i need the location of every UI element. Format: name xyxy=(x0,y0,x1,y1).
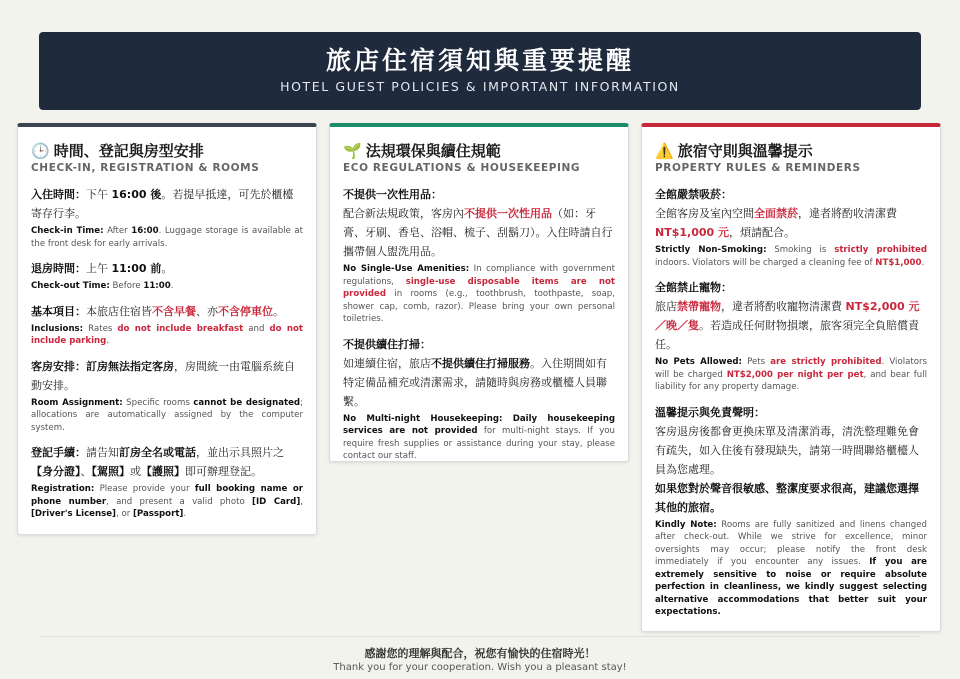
card-subtitle: ECO REGULATIONS & HOUSEKEEPING xyxy=(343,162,581,174)
section-text-zh xyxy=(31,302,303,321)
body-text: . Violators will be charged xyxy=(655,357,927,380)
bold-text: Inclusions: xyxy=(31,323,84,334)
body-text: in rooms (e.g., toothbrush, toothpaste, soap, shower cap, comb, razor). Please bring your own personal toiletries. xyxy=(343,289,615,324)
bold-text: If you are extremely sensitive to noise or require absolute perfection in cleanliness, we kindly suggest selecting alternative accommodations that better suit your expectations. xyxy=(655,557,927,617)
policy-section xyxy=(31,259,303,293)
body-text: ，房間統一由電腦系統自動安排。 xyxy=(31,359,295,392)
card-header xyxy=(343,141,615,161)
bold-text: 訂房無法指定客房 xyxy=(86,359,174,373)
body-text: （如：牙膏、牙刷、香皂、浴帽、梳子、刮鬍刀）。入住時請自行攜帶個人盥洗用品。 xyxy=(343,207,613,258)
card-body xyxy=(655,185,927,619)
card-title: 法規環保與續住規範 xyxy=(365,142,501,160)
bold-text: 基本項目： xyxy=(31,304,86,318)
body-text: Please provide your xyxy=(94,484,195,494)
body-text: , xyxy=(300,496,303,507)
policy-section xyxy=(31,185,303,250)
body-text: Rooms are fully sanitized and linens changed after check-out. While we strive for excellence, minor oversights may occur; please notify the front desk immediately if you encounter any issues. xyxy=(655,519,927,567)
section-text-zh xyxy=(31,357,303,395)
card-eco xyxy=(329,123,629,462)
body-text: 。若提早抵達，可先於櫃檯寄存行李。 xyxy=(31,188,294,220)
section-text-zh xyxy=(31,259,303,278)
body-text: , and present a valid photo xyxy=(106,496,253,507)
section-text-en xyxy=(31,397,303,435)
section-text-en xyxy=(31,225,303,250)
bold-text: [Passport] xyxy=(133,509,184,519)
card-title: 旅宿守則與溫馨提示 xyxy=(677,142,813,160)
body-text: . xyxy=(106,336,110,346)
section-text-en xyxy=(343,263,615,326)
highlight-text: NT$1,000 元 xyxy=(655,226,729,239)
bold-text: Room Assignment: xyxy=(31,397,123,408)
section-text-en xyxy=(31,483,303,521)
body-text: ，違者將酌收清潔費 xyxy=(798,207,897,220)
card-header xyxy=(31,141,303,161)
section-heading: 溫馨提示與免責聲明： xyxy=(655,405,765,419)
section-text-en xyxy=(655,356,927,394)
header-banner xyxy=(39,32,921,110)
body-text: 配合新法規政策，客房內 xyxy=(343,207,464,220)
body-text: ，煩請配合。 xyxy=(729,226,795,239)
section-note-zh xyxy=(655,479,927,517)
section-text-zh xyxy=(343,354,615,411)
bold-text: 訂房全名或電話 xyxy=(119,446,196,459)
bold-text: [Driver's License] xyxy=(31,509,116,519)
section-text-en xyxy=(31,280,303,293)
card-checkin xyxy=(17,123,317,535)
page-subtitle: HOTEL GUEST POLICIES & IMPORTANT INFORMATION xyxy=(280,79,680,94)
bold-text: cannot be designated xyxy=(193,397,301,408)
card-body xyxy=(343,185,615,463)
body-text: 。若造成任何財物損壞，旅客須完全負賠償責任。 xyxy=(655,319,919,351)
section-heading: 不提供一次性用品： xyxy=(343,188,442,201)
bold-text: 【身分證】 xyxy=(31,465,81,478)
highlight-text: 不含早餐 xyxy=(152,304,196,318)
bold-text: 退房時間： xyxy=(31,262,86,275)
body-text: ，並出示具照片之 xyxy=(196,446,284,459)
body-text: 上午 xyxy=(86,262,112,275)
body-text: . Luggage storage is available at the front desk for early arrivals. xyxy=(31,226,304,249)
highlight-text: 不提供一次性用品 xyxy=(464,207,552,220)
section-text-en xyxy=(31,323,303,348)
policy-section xyxy=(655,278,927,394)
policy-section xyxy=(31,443,303,521)
section-text-zh xyxy=(655,422,927,479)
body-text: In compliance with government regulations, xyxy=(343,264,615,287)
body-text: Rates xyxy=(83,323,118,334)
body-text: After xyxy=(103,226,132,236)
bold-text: 16:00 後 xyxy=(111,188,162,201)
highlight-text: do not include parking xyxy=(31,323,303,346)
section-text-en xyxy=(655,519,927,619)
body-text: Pets xyxy=(741,357,771,367)
highlight-text: 不含停車位 xyxy=(218,304,273,318)
body-text: indoors. Violators will be charged a cleaning fee of xyxy=(655,257,876,268)
policy-section xyxy=(343,185,615,326)
body-text: 本旅店住宿皆 xyxy=(86,304,152,318)
body-text: Before xyxy=(109,281,144,291)
policy-section xyxy=(655,403,927,619)
body-text: 。入住期間如有特定備品補充或清潔需求，請隨時與房務或櫃檯人員聯繫。 xyxy=(343,356,607,408)
footer-thanks-zh: 感謝您的理解與配合，祝您有愉快的住宿時光！ xyxy=(364,647,596,660)
card-subtitle: PROPERTY RULES & REMINDERS xyxy=(655,162,861,174)
bold-text: 登記手續： xyxy=(31,446,86,459)
bold-text: 【護照】 xyxy=(141,465,185,478)
seedling-icon: 🌱 xyxy=(343,142,362,160)
body-text: . xyxy=(183,509,187,519)
highlight-text: 禁帶寵物 xyxy=(677,300,721,313)
body-text: . xyxy=(170,281,174,291)
bold-text: Check-in Time: xyxy=(31,226,104,236)
body-text: , and bear full liability for any property damage. xyxy=(655,369,927,392)
policy-section xyxy=(655,185,927,269)
bold-text: 【駕照】 xyxy=(91,465,130,478)
highlight-text: NT$2,000 per night per pet xyxy=(726,369,864,380)
body-text: 下午 xyxy=(86,188,112,201)
page-title: 旅店住宿須知與重要提醒 xyxy=(325,46,634,75)
body-text: 。 xyxy=(273,304,284,318)
footer-thanks-en: Thank you for your cooperation. Wish you a pleasant stay! xyxy=(333,662,627,673)
policy-section xyxy=(31,357,303,435)
body-text: 客房退房後都會更換床單及清潔消毒，清洗整理難免會有疏失，如入住後有發現缺失，請第一時間聯絡櫃檯人員為您處理。 xyxy=(655,424,919,476)
highlight-text: NT$2,000 元／晚／隻 xyxy=(655,300,920,332)
highlight-text: strictly prohibited xyxy=(834,245,927,255)
highlight-text: are strictly prohibited xyxy=(770,357,882,367)
body-text: 即可辦理登記。 xyxy=(185,465,262,478)
body-text: 請告知 xyxy=(86,446,119,459)
body-text: ，違者將酌收寵物清潔費 xyxy=(721,300,846,313)
section-text-zh xyxy=(343,204,615,261)
body-text: . xyxy=(921,257,925,268)
warning-icon: ⚠️ xyxy=(655,142,674,160)
section-text-zh xyxy=(31,443,303,481)
bold-text: Kindly Note: xyxy=(655,519,717,530)
bold-text: 客房安排： xyxy=(31,359,86,373)
bold-text: 不提供續住打掃服務 xyxy=(431,356,530,370)
body-text: Smoking is xyxy=(766,245,835,255)
highlight-text: do not include breakfast xyxy=(117,323,244,334)
highlight-text: NT$1,000 xyxy=(875,257,922,268)
body-text: Specific rooms xyxy=(122,397,194,408)
body-text: 或 xyxy=(130,465,141,478)
bold-text: 16:00 xyxy=(131,226,159,236)
body-text: 。 xyxy=(161,262,173,275)
bold-text: No Pets Allowed: xyxy=(655,357,742,367)
card-header xyxy=(655,141,927,161)
policy-section xyxy=(343,335,615,463)
card-title: 時間、登記與房型安排 xyxy=(53,142,204,160)
clock-icon: 🕒 xyxy=(31,142,50,160)
bold-text: 11:00 前 xyxy=(111,262,162,275)
bold-text: 如果您對於聲音很敏感、整潔度要求很高，建議您選擇其他的旅宿。 xyxy=(655,481,919,514)
footer-divider xyxy=(40,636,920,637)
bold-text: Registration: xyxy=(31,484,95,494)
section-text-en xyxy=(655,244,927,269)
bold-text: 入住時間： xyxy=(31,188,86,201)
section-heading: 不提供續住打掃： xyxy=(343,337,431,351)
body-text: for multi-night stays. If you require fresh supplies or assistance during your stay, please contact our staff. xyxy=(343,426,615,461)
bold-text: No Single-Use Amenities: xyxy=(343,264,470,274)
body-text: 、亦 xyxy=(196,304,218,318)
highlight-text: single-use disposable items are not provided xyxy=(343,276,615,299)
body-text: , or xyxy=(116,509,133,519)
body-text: 、 xyxy=(80,465,92,478)
section-text-en xyxy=(343,413,615,463)
section-text-zh xyxy=(655,297,927,354)
bold-text: Check-out Time: xyxy=(31,281,110,291)
section-text-zh xyxy=(31,185,303,223)
card-subtitle: CHECK-IN, REGISTRATION & ROOMS xyxy=(31,162,260,174)
body-text: 旅店 xyxy=(655,300,677,313)
section-text-zh xyxy=(655,204,927,242)
body-text: 如連續住宿，旅店 xyxy=(343,356,431,370)
highlight-text: 全面禁菸 xyxy=(754,207,798,220)
section-heading: 全館禁止寵物： xyxy=(655,281,732,294)
body-text: ; allocations are automatically assigned by the computer system. xyxy=(31,397,303,433)
bold-text: full booking name or phone number xyxy=(31,484,303,507)
card-body xyxy=(31,185,303,521)
bold-text: 11:00 xyxy=(143,281,171,291)
bold-text: Strictly Non-Smoking: xyxy=(655,245,767,255)
bold-text: No Multi-night Housekeeping: Daily housekeeping services are not provided xyxy=(343,413,615,436)
body-text: 全館客房及室內空間 xyxy=(655,207,754,220)
policy-section xyxy=(31,302,303,348)
section-heading: 全館嚴禁吸菸： xyxy=(655,188,732,201)
body-text: and xyxy=(243,323,270,334)
card-rules xyxy=(641,123,941,632)
bold-text: [ID Card] xyxy=(252,496,301,507)
